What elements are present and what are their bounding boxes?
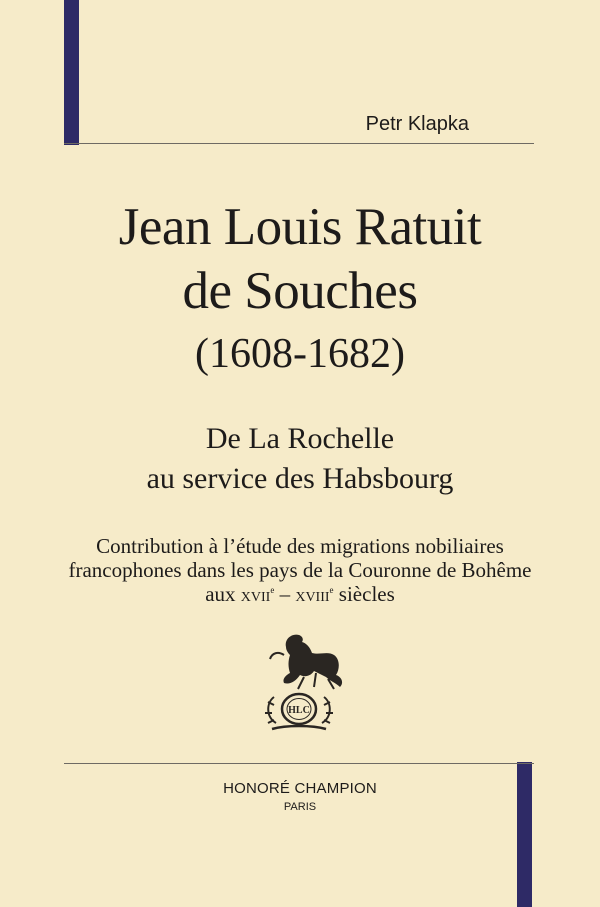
publisher-horse-logo-icon xyxy=(244,625,354,735)
century-18-sup: e xyxy=(329,585,334,595)
subtitle-line-1: De La Rochelle xyxy=(205,422,395,455)
publisher-name: HONORÉ CHAMPION xyxy=(223,780,377,797)
contrib-line-2: francophones dans les pays de la Couronne de Bohême xyxy=(68,558,532,582)
century-17-sup: e xyxy=(270,585,275,595)
publisher-city: PARIS xyxy=(283,801,317,813)
subtitle-line-2: au service des Habsbourg xyxy=(146,462,454,495)
century-17: XVII xyxy=(240,590,271,605)
contribution-text xyxy=(0,534,600,610)
contrib-prefix: aux xyxy=(205,582,241,606)
contrib-line-1: Contribution à l’étude des migrations nobiliaires xyxy=(96,534,504,558)
century-dash: – xyxy=(274,582,296,606)
contrib-line-3 xyxy=(0,582,600,610)
logo-monogram: HLC xyxy=(288,705,310,716)
century-18: XVIII xyxy=(295,590,330,605)
title-line-1: Jean Louis Ratuit xyxy=(118,198,482,256)
life-dates: (1608-1682) xyxy=(195,331,405,377)
contrib-suffix: siècles xyxy=(333,582,395,606)
bottom-rule xyxy=(64,763,534,764)
title-line-2: de Souches xyxy=(182,262,418,320)
top-rule xyxy=(64,143,534,144)
subtitle xyxy=(0,419,600,499)
book-title xyxy=(0,195,600,323)
author-name: Petr Klapka xyxy=(365,113,469,135)
